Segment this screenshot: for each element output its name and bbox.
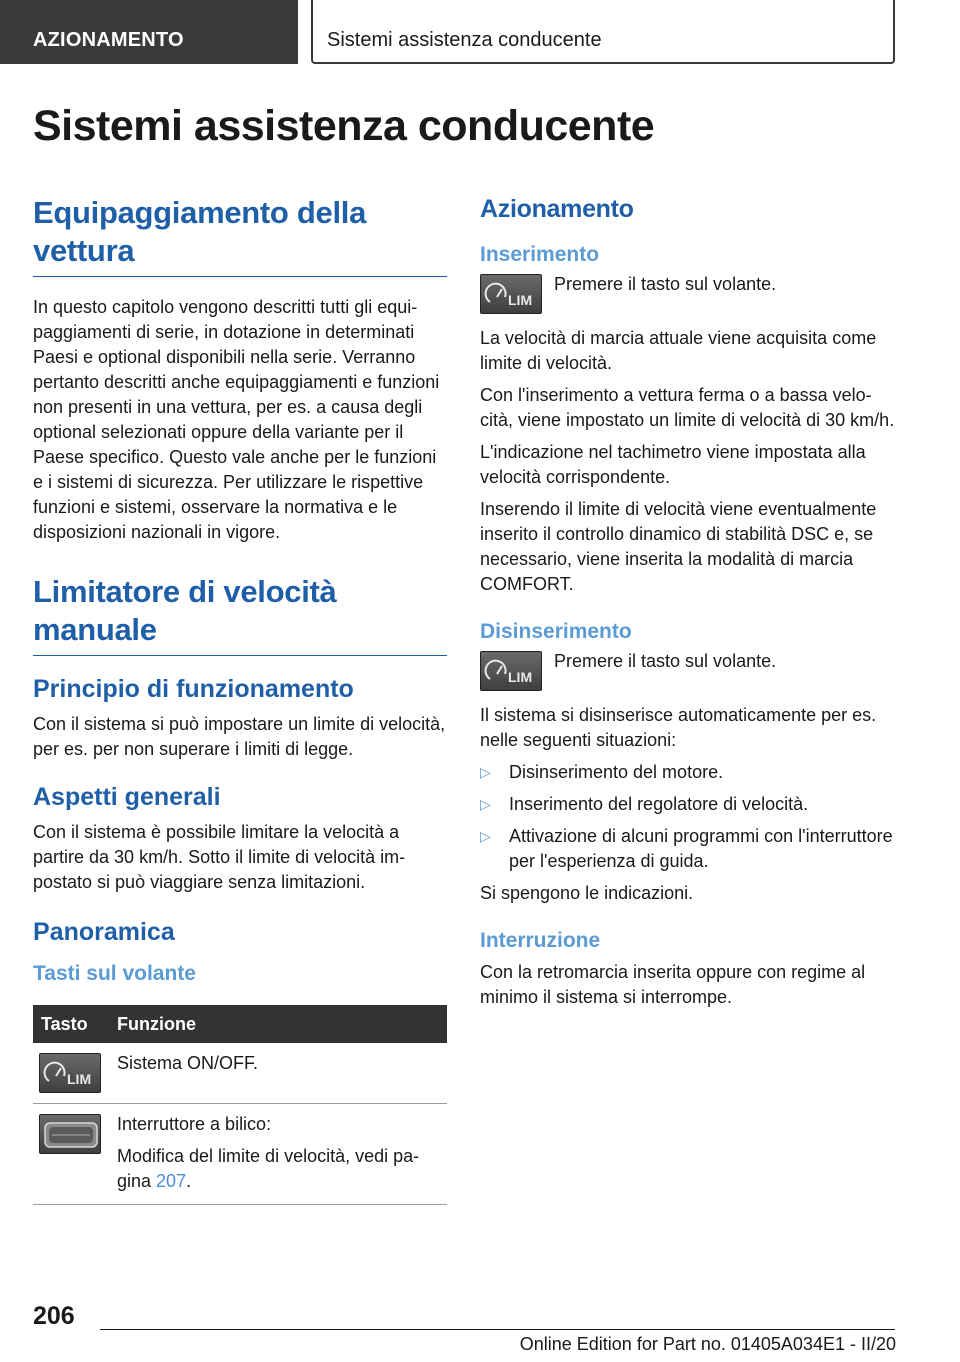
lim-icon-label: LIM (67, 1071, 92, 1087)
triangle-bullet-icon: ▷ (480, 764, 491, 780)
table-cell-function: Sistema ON/OFF. (117, 1053, 259, 1073)
general-text: Con il sistema è possibile limitare la velocità a partire da 30 km/h. Sotto il limite di velocità impostato si può viaggiare senza limitazioni. (33, 822, 406, 892)
heading-general: Aspetti generali (33, 783, 221, 811)
interruption-text: Con la retromarcia inserita oppure con regime al minimo il sistema si interrompe. (480, 962, 866, 1007)
detail-end: . (186, 1171, 192, 1191)
heading-interruption: Interruzione (480, 929, 601, 952)
switch-on-para: Inserendo il limite di velocità viene eventualmente inserito il controllo dinamico di stabilità DSC e, se necessario, viene inserita la modalità di marcia COMFORT. (480, 499, 877, 594)
heading-equipment: Equipaggiamento della vettura (33, 194, 447, 277)
table-cell-function: Interruttore a bilico: (117, 1114, 272, 1134)
heading-overview: Panoramica (33, 918, 175, 946)
page-link-207[interactable]: 207 (156, 1171, 187, 1191)
heading-steering-keys: Tasti sul volante (33, 962, 196, 985)
right-column (480, 194, 896, 1017)
table-header-key: Tasto (33, 1005, 109, 1043)
switch-on-row (480, 274, 896, 314)
equipment-text: In questo capitolo vengono descritti tutti gli equipaggiamenti di serie, in dotazione in determinati Paesi e optional disponibili nella serie. Verranno pertanto descritti anche equipaggiamenti e funzioni non presenti in una vettura, per es. a causa degli optional selezionati oppure della variante per il Paese specifico. Questo vale anche per le funzioni e i sistemi di sicurezza. Per utilizzare le rispettive funzioni e sistemi, osservare la normativa e le disposizioni nazionali in vigore. (33, 297, 440, 542)
rocker-switch-icon (39, 1114, 101, 1154)
list-item: ▷ Inserimento del regolatore di velocità. (480, 792, 896, 817)
switch-on-instruction: Premere il tasto sul volante. (554, 274, 777, 294)
list-item: ▷ Disinserimento del motore. (480, 760, 896, 785)
table-row (33, 1104, 447, 1205)
header-chapter: Sistemi assistenza conducente (311, 0, 895, 64)
switch-on-para: La velocità di marcia attuale viene acquisita come limite di velocità. (480, 328, 877, 373)
list-item: ▷ Attivazione di alcuni programmi con l'interruttore per l'esperienza di guida. (480, 826, 893, 871)
footer-edition: Online Edition for Part no. 01405A034E1 - II/20 (519, 1334, 896, 1354)
heading-principle: Principio di funzionamento (33, 675, 354, 703)
switch-off-list (480, 760, 896, 874)
lim-icon-label: LIM (508, 292, 533, 308)
detail-text: Modifica del limite di velocità, vedi pagina (117, 1146, 420, 1191)
lim-button-icon (39, 1053, 101, 1093)
page-number: 206 (33, 1302, 75, 1330)
lim-icon-label: LIM (508, 669, 533, 685)
heading-switch-on: Inserimento (480, 243, 600, 266)
header-section: AZIONAMENTO (0, 0, 298, 64)
triangle-bullet-icon: ▷ (480, 796, 491, 812)
heading-operation: Azionamento (480, 195, 634, 223)
heading-switch-off: Disinserimento (480, 620, 632, 643)
lim-button-icon (480, 274, 542, 314)
keys-table (33, 1005, 447, 1205)
footer-divider (100, 1329, 895, 1330)
switch-on-para: L'indicazione nel tachimetro viene impostata alla velocità corrispondente. (480, 442, 866, 487)
table-row (33, 1043, 447, 1104)
switch-on-para: Con l'inserimento a vettura ferma o a bassa velocità, viene impostato un limite di velocità di 30 km/h. (480, 385, 895, 430)
table-cell-function-detail (117, 1144, 439, 1194)
switch-off-after: Si spengono le indicazioni. (480, 883, 694, 903)
page-title: Sistemi assistenza conducente (33, 102, 655, 150)
switch-off-row (480, 651, 896, 691)
switch-off-intro: Il sistema si disinserisce automaticamente per es. nelle seguenti situazioni: (480, 705, 877, 750)
table-header-function: Funzione (109, 1005, 447, 1043)
switch-off-instruction: Premere il tasto sul volante. (554, 651, 777, 671)
heading-speed-limiter: Limitatore di velocità manuale (33, 573, 447, 656)
principle-text: Con il sistema si può impostare un limite di velocità, per es. per non superare i limiti di legge. (33, 714, 446, 759)
left-column (33, 194, 447, 1205)
triangle-bullet-icon: ▷ (480, 828, 491, 844)
lim-button-icon (480, 651, 542, 691)
